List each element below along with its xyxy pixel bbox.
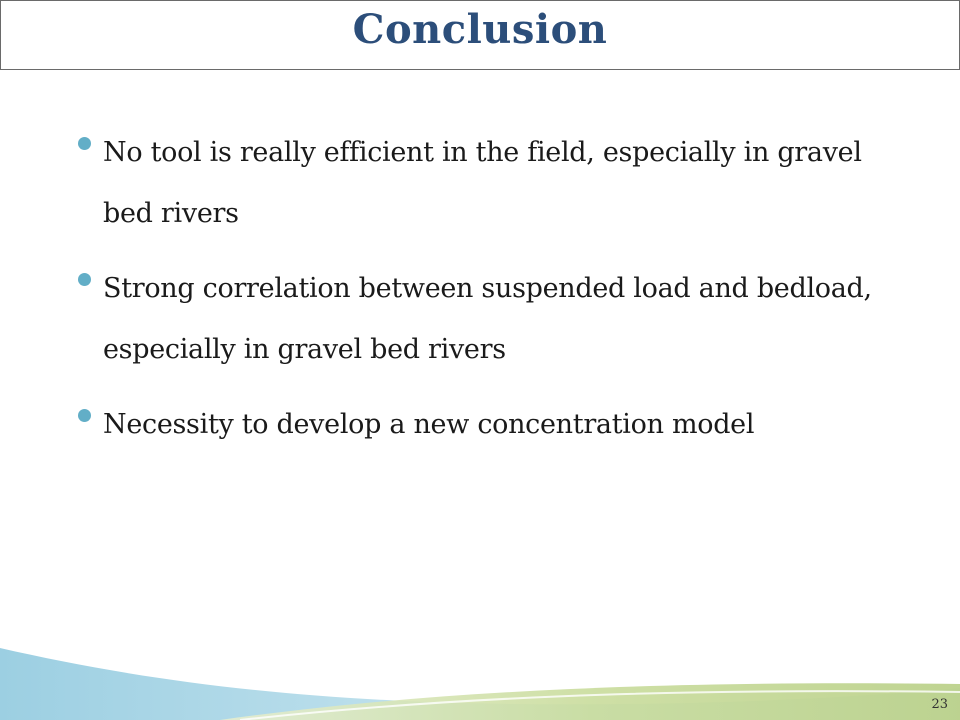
title-box [0, 0, 960, 70]
bullet-dot-icon [78, 409, 91, 422]
bullet-list [78, 122, 878, 469]
page-number: 23 [931, 697, 948, 712]
bullet-text: Necessity to develop a new concentration model [103, 409, 755, 440]
decorative-wave [0, 640, 960, 720]
bullet-item [78, 394, 878, 455]
bullet-item [78, 122, 878, 244]
bullet-text: Strong correlation between suspended load and bedload, especially in gravel bed rivers [103, 273, 872, 365]
bullet-dot-icon [78, 273, 91, 286]
bullet-dot-icon [78, 137, 91, 150]
slide-title: Conclusion [352, 5, 608, 53]
bullet-text: No tool is really efficient in the field, especially in gravel bed rivers [103, 137, 862, 229]
bullet-item [78, 258, 878, 380]
